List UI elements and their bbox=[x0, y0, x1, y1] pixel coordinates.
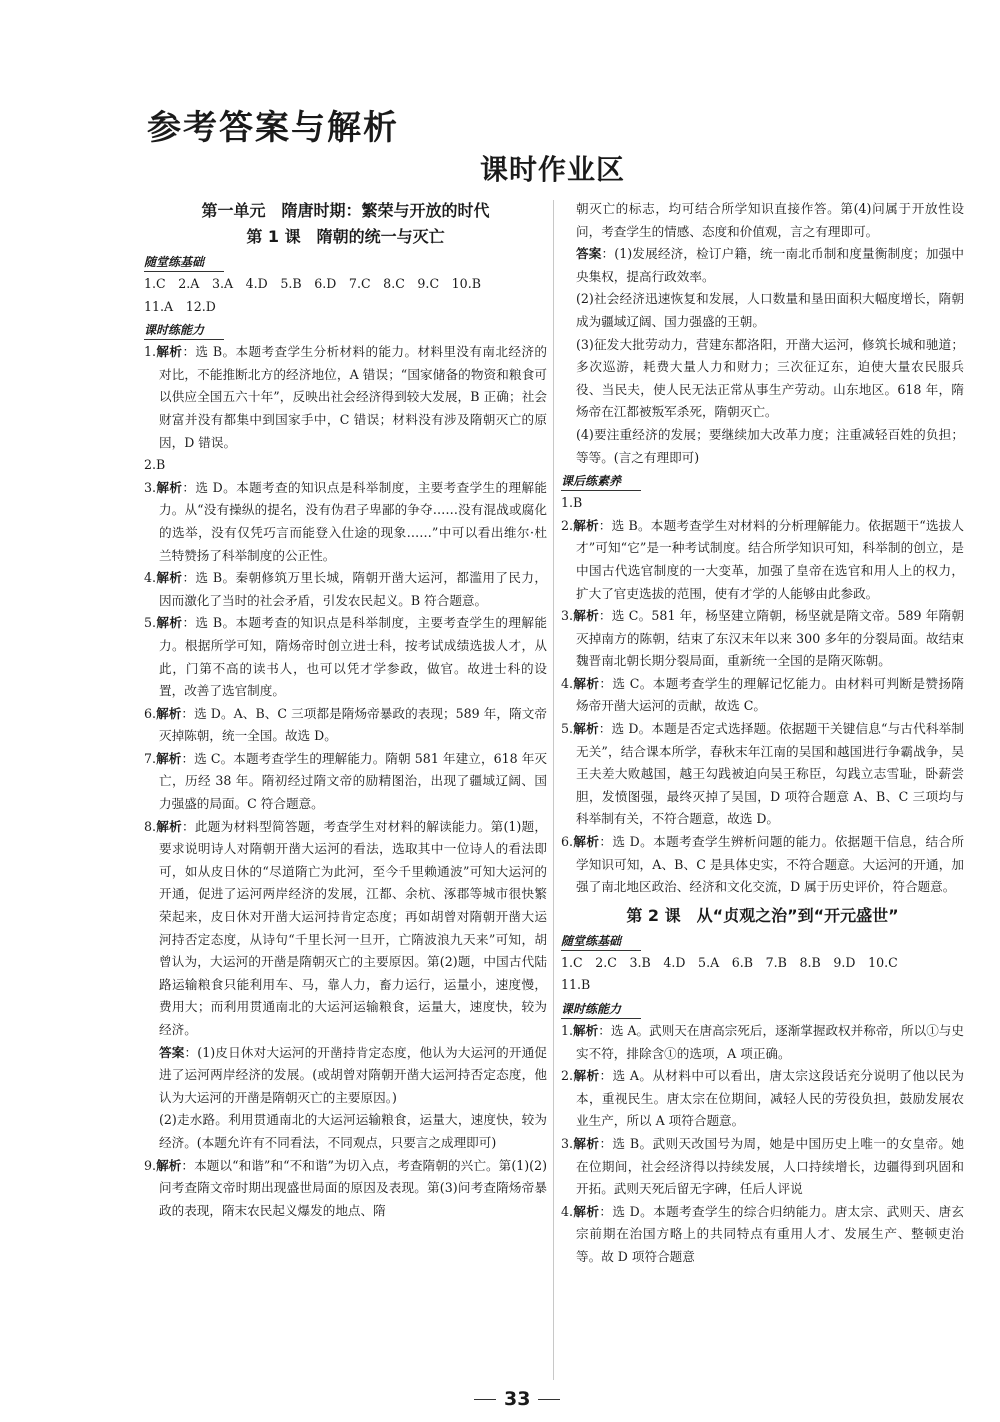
basic-answers-line: 1.C 2.A 3.A 4.D 5.B 6.D 7.C 8.C 9.C 10.B bbox=[144, 276, 481, 291]
answer-item-8: 8.解析：此题为材料型简答题，考查学生对材料的解读能力。第(1)题，要求说明诗人对隋朝开凿大运河的看法，选取其中一位诗人的看法即可，如从皮日休的“尽道隋亡为此河，至今千里赖通波”可知大运河的开通，促进了运河两岸经济的发展，江都、余杭、涿郡等城市很快繁荣起来，皮日休对开凿大运河持肯定态度；再如胡曾对隋朝开凿大运河持否定态度，从诗句“千里长河一旦开，亡隋波浪九天来”可知，胡曾认为，大运河的开凿是隋朝灭亡的主要原因。第(2)题，中国古代陆路运输粮食只能利用车、马，靠人力，畜力运行，运量小，速度慢，费用大；而利用贯通南北的大运河运输粮食，运量大，速度快，较为经济。 bbox=[144, 818, 548, 1037]
column-divider bbox=[553, 200, 554, 1380]
answer-item-2: 2.B bbox=[144, 457, 166, 473]
quality-item-3: 3.解析：选 C。581 年，杨坚建立隋朝，杨坚就是隋文帝。589 年隋朝灭掉南方的陈朝，结束了东汉末年以来 300 多年的分裂局面。故结束魏晋南北朝长期分裂局面，重新统一全国的是隋灭陈朝。 bbox=[561, 608, 964, 669]
ability-item-2: 2.解析：选 A。从材料中可以看出，唐太宗这段话充分说明了他以民为本，重视民生。唐太宗在位期间，减轻人民的劳役负担，鼓励发展农业生产，所以 A 项符合题意。 bbox=[561, 1068, 964, 1129]
ability-item-3: 3.解析：选 B。武则天改国号为周，她是中国历史上唯一的女皇帝。她在位期间，社会经济得以持续发展，人口持续增长，边疆得到巩固和开拓。武则天死后留无字碑，任后人评说 bbox=[561, 1135, 965, 1197]
quality-item-5: 5.解析：选 D。本题是否定式选择题。依据题干关键信息“与古代科举制无关”，结合课本所学，春秋末年江南的吴国和越国进行争霸战争，吴王夫差大败越国，越王勾践被迫向吴王称臣，勾践立志雪耻，卧薪尝胆，发愤图强，最终灭掉了吴国，D 项符合题意 A、B、C 三项均与科举制有关，不符合题意，故选 D。 bbox=[561, 721, 965, 827]
answer-item-3: 3.解析：选 D。本题考查的知识点是科举制度，主要考查学生的理解能力。从“没有操纵的提名，没有伪君子卑鄙的争夺……没有混战或腐化的选举，没有仅凭巧言而能登入仕途的现象……”中可以看出维尔·杜兰特赞扬了科举制度的公正性。 bbox=[144, 479, 548, 563]
answer-item-4: 4.解析：选 B。秦朝修筑万里长城，隋朝开凿大运河，都滥用了民力，因而激化了当时的社会矛盾，引发农民起义。B 符合题意。 bbox=[144, 570, 548, 608]
ability-item-1: 1.解析：选 A。武则天在唐高宗死后，逐渐掌握政权并称帝，所以①与史实不符，排除含①的选项，A 项正确。 bbox=[561, 1023, 964, 1061]
section-heading-ability: 课时练能力 bbox=[561, 1000, 641, 1019]
section-heading-quality: 课后练素养 bbox=[561, 472, 641, 491]
answer-item-5: 5.解析：选 B。本题考查的知识点是科举制度，主要考查学生的理解能力。根据所学可知，隋炀帝时创立进士科，按考试成绩选拔人才，从此，门第不高的读书人，也可以凭才学参政，做官。故进士科的设置，改善了选官制度。 bbox=[144, 615, 548, 699]
basic-answers-line: 11.B bbox=[561, 977, 591, 993]
answer-8-paragraph: 答案：(1)皮日休对大运河的开凿持肯定态度，他认为大运河的开通促进了运河两岸经济的发展。(或胡曾对隋朝开凿大运河持否定态度，他认为大运河的开凿是隋朝灭亡的主要原因。) bbox=[159, 1044, 547, 1105]
quality-item-4: 4.解析：选 C。本题考查学生的理解记忆能力。由材料可判断是赞扬隋炀帝开凿大运河的贡献，故选 C。 bbox=[561, 675, 964, 714]
ability-item-4: 4.解析：选 D。本题考查学生的综合归纳能力。唐太宗、武则天、唐玄宗前期在治国方略上的共同特点有重用人才、发展生产、整顿吏治等。故 D 项符合题意 bbox=[561, 1203, 965, 1264]
lesson-1-title: 第 1 课 隋朝的统一与灭亡 bbox=[246, 227, 445, 246]
section-heading-ability: 课时练能力 bbox=[144, 321, 224, 340]
answer-9-continued: 朝灭亡的标志，均可结合所学知识直接作答。第(4)问属于开放性设问，考查学生的情感、态度和价值观，言之有理即可。 bbox=[576, 201, 964, 239]
lesson-2-title: 第 2 课 从“贞观之治”到“开元盛世” bbox=[626, 905, 899, 925]
section-heading-basic: 随堂练基础 bbox=[144, 253, 224, 272]
page-number: 33 bbox=[466, 1388, 568, 1410]
basic-answers-line: 11.A 12.D bbox=[144, 298, 216, 314]
section-subtitle: 课时作业区 bbox=[480, 153, 626, 186]
page-title: 参考答案与解析 bbox=[147, 108, 399, 148]
right-column bbox=[561, 198, 964, 1269]
answer-8-paragraph: (2)走水路。利用贯通南北的大运河运输粮食，运量大，速度快，较为经济。(本题允许有不同看法，不同观点，只要言之成理即可) bbox=[159, 1112, 547, 1150]
answer-9-paragraph: 答案：(1)发展经济，检订户籍，统一南北币制和度量衡制度；加强中央集权，提高行政效率。 bbox=[576, 246, 964, 284]
basic-answers-line: 1.C 2.C 3.B 4.D 5.A 6.B 7.B 8.B 9.D 10.C bbox=[561, 954, 898, 970]
answer-item-6: 6.解析：选 D。A、B、C 三项都是隋炀帝暴政的表现；589 年，隋文帝灭掉陈朝，统一全国。故选 D。 bbox=[144, 705, 547, 744]
answer-9-paragraph: (2)社会经济迅速恢复和发展，人口数量和垦田面积大幅度增长，隋朝成为疆域辽阔、国力强盛的王朝。 bbox=[576, 291, 964, 329]
answer-item-1: 1.解析：选 B。本题考查学生分析材料的能力。材料里没有南北经济的对比，不能推断北方的经济地位，A 错误；“国家储备的物资和粮食可以供应全国五六十年”，反映出社会经济得到较大发展，B 正确；社会财富并没有都集中到国家手中，C 错误；材料没有涉及隋朝灭亡的原因，D 错误。 bbox=[144, 344, 548, 450]
answer-9-paragraph: (3)征发大批劳动力，营建东都洛阳，开凿大运河，修筑长城和驰道；多次巡游，耗费大量人力和财力；三次征辽东，迫使大量农民服兵役、当民夫，使人民无法正常从事生产劳动。山东地区。618 年，隋炀帝在江都被叛军杀死，隋朝灭亡。 bbox=[576, 336, 964, 420]
left-column bbox=[144, 198, 547, 1222]
quality-item-2: 2.解析：选 B。本题考查学生对材料的分析理解能力。依据题干“选拔人才”可知“它”是一种考试制度。结合所学知识可知，科举制的创立，是中国古代选官制度的一大变革，加强了皇帝在选官和用人上的权力，扩大了官吏选拔的范围，使有才学的人能够由此参政。 bbox=[561, 517, 965, 601]
quality-item-6: 6.解析：选 D。本题考查学生辨析问题的能力。依据题干信息，结合所学知识可知，A、B、C 是具体史实，不符合题意。大运河的开通，加强了南北地区政治、经济和文化交流，D 属于历史评价，符合题意。 bbox=[561, 834, 965, 895]
answer-9-paragraph: (4)要注重经济的发展；要继续加大改革力度；注重减轻百姓的负担；等等。(言之有理即可) bbox=[576, 426, 964, 465]
section-heading-basic: 随堂练基础 bbox=[561, 932, 641, 951]
answer-item-7: 7.解析：选 C。本题考查学生的理解能力。隋朝 581 年建立，618 年灭亡，历经 38 年。隋初经过隋文帝的励精图治，出现了疆域辽阔、国力强盛的局面。C 符合题意。 bbox=[144, 750, 548, 812]
answer-item-9: 9.解析：本题以“和谐”和“不和谐”为切入点，考查隋朝的兴亡。第(1)(2)问考查隋文帝时期出现盛世局面的原因及表现。第(3)问考查隋炀帝暴政的表现，隋末农民起义爆发的地点、隋 bbox=[144, 1157, 547, 1218]
unit-title: 第一单元 隋唐时期：繁荣与开放的时代 bbox=[201, 201, 490, 220]
quality-item-1: 1.B bbox=[561, 495, 583, 511]
